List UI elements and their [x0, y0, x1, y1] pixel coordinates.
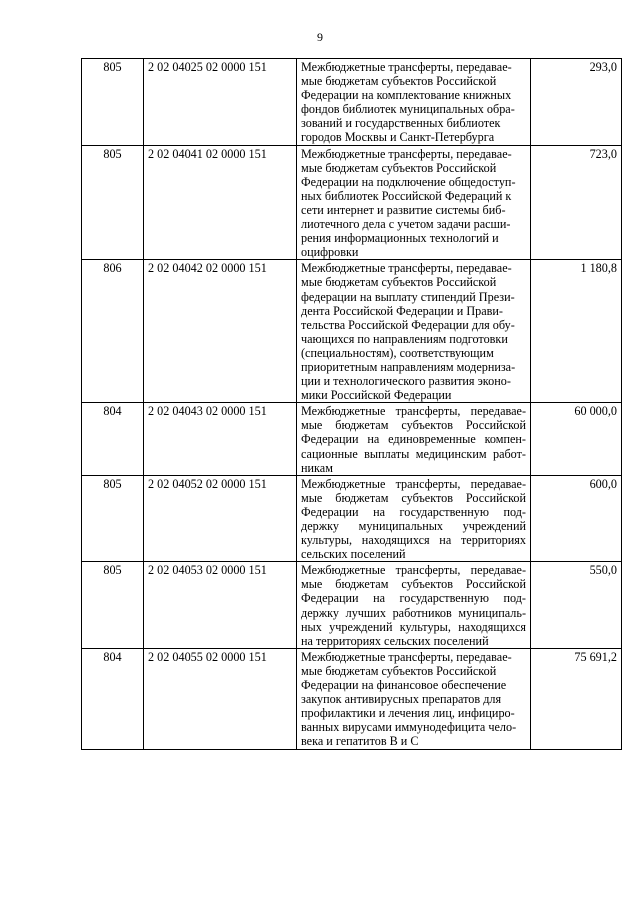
amount-cell: 600,0	[531, 475, 622, 562]
revenue-name-line: мые бюджетам субъектов Российской	[301, 418, 526, 433]
revenue-name-cell	[297, 59, 531, 146]
revenue-name-line: Межбюджетные трансферты, передавае-	[301, 261, 512, 276]
revenue-name-line: держку лучших работников муниципаль-	[301, 605, 526, 620]
admin-code-cell: 805	[82, 59, 144, 146]
revenue-name-line: Федерации на подключение общедоступ-	[301, 174, 516, 189]
revenue-name-cell	[297, 562, 531, 649]
revenue-name-line: ных библиотек Российской Федераций к	[301, 188, 512, 203]
table-row	[82, 260, 622, 403]
budget-classification-code-cell: 2 02 04041 02 0000 151	[144, 145, 297, 260]
revenue-name-line: Федерации на единовременные компен-	[301, 432, 526, 447]
revenue-name-line: мики Российской Федерации	[301, 388, 452, 403]
revenue-name-line: никам	[301, 460, 333, 475]
admin-code-cell: 806	[82, 260, 144, 403]
revenue-name-line: Межбюджетные трансферты, передавае-	[301, 563, 526, 578]
admin-code-cell: 805	[82, 475, 144, 562]
revenue-name-line: оцифровки	[301, 245, 359, 260]
revenue-name-line: мые бюджетам субъектов Российской	[301, 577, 526, 592]
revenue-name-line: на территориях сельских поселений	[301, 633, 489, 648]
amount-cell: 1 180,8	[531, 260, 622, 403]
budget-classification-code-cell: 2 02 04043 02 0000 151	[144, 403, 297, 475]
amount-cell: 550,0	[531, 562, 622, 649]
budget-table	[81, 58, 622, 750]
revenue-name-line: тельства Российской Федерации для обу-	[301, 317, 515, 332]
revenue-name-line: Федерации на государственную под-	[301, 504, 526, 519]
revenue-name-line: мые бюджетам субъектов Российской	[301, 74, 497, 89]
revenue-name-line: мые бюджетам субъектов Российской	[301, 160, 497, 175]
admin-code-cell: 804	[82, 648, 144, 749]
revenue-name-line: мые бюджетам субъектов Российской	[301, 490, 526, 505]
revenue-name-line: ции и технологического развития эконо-	[301, 374, 511, 389]
revenue-name-line: сельских поселений	[301, 547, 406, 562]
revenue-name-cell	[297, 403, 531, 475]
amount-cell: 293,0	[531, 59, 622, 146]
budget-classification-code-cell: 2 02 04052 02 0000 151	[144, 475, 297, 562]
budget-classification-code-cell: 2 02 04055 02 0000 151	[144, 648, 297, 749]
revenue-name-line: Федерации на государственную под-	[301, 591, 526, 606]
admin-code-cell: 805	[82, 145, 144, 260]
revenue-name-cell	[297, 475, 531, 562]
admin-code-cell: 805	[82, 562, 144, 649]
revenue-name-line: держку муниципальных учреждений	[301, 519, 526, 533]
revenue-name-line: дента Российской Федерации и Прави-	[301, 303, 503, 318]
revenue-name-line: Межбюджетные трансферты, передавае-	[301, 476, 526, 491]
revenue-name-line: рения информационных технологий и	[301, 231, 499, 246]
budget-classification-code-cell: 2 02 04053 02 0000 151	[144, 562, 297, 649]
amount-cell: 60 000,0	[531, 403, 622, 475]
revenue-name-line: мые бюджетам субъектов Российской	[301, 663, 497, 678]
revenue-name-line: закупок антивирусных препаратов для	[301, 692, 502, 707]
revenue-name-line: (специальностям), соответствующим	[301, 345, 494, 360]
revenue-name-line: сети интернет и развитие системы биб-	[301, 202, 506, 217]
revenue-name-line: ных учреждений культуры, находящихся	[301, 619, 526, 634]
amount-cell: 723,0	[531, 145, 622, 260]
amount-cell: 75 691,2	[531, 648, 622, 749]
revenue-name-line: федерации на выплату стипендий Прези-	[301, 289, 515, 304]
revenue-name-line: культуры, находящихся на территориях	[301, 533, 526, 548]
revenue-name-line: века и гепатитов В и С	[301, 734, 419, 749]
revenue-name-cell	[297, 145, 531, 260]
revenue-name-line: приоритетным направлениям модерниза-	[301, 359, 516, 374]
table-row	[82, 475, 622, 562]
table-row	[82, 403, 622, 475]
revenue-name-line: ванных вирусами иммунодефицита чело-	[301, 720, 517, 735]
revenue-name-line: Межбюджетные трансферты, передавае-	[301, 404, 526, 419]
revenue-name-line: Федерации на комплектование книжных	[301, 88, 512, 103]
revenue-name-line: Федерации на финансовое обеспечение	[301, 678, 507, 693]
table-row	[82, 59, 622, 146]
revenue-name-line: лиотечного дела с учетом задачи расши-	[301, 217, 511, 232]
revenue-name-line: профилактики и лечения лиц, инфициро-	[301, 706, 515, 721]
table-row	[82, 145, 622, 260]
revenue-name-line: Межбюджетные трансферты, передавае-	[301, 60, 512, 74]
revenue-name-line: Межбюджетные трансферты, передавае-	[301, 146, 512, 161]
revenue-name-cell	[297, 648, 531, 749]
page-number: 9	[317, 30, 323, 44]
revenue-name-line: зований и государственных библиотек	[301, 116, 501, 131]
revenue-name-line: сационные выплаты медицинским работ-	[301, 446, 526, 461]
revenue-name-line: фондов библиотек муниципальных обра-	[301, 102, 515, 117]
table-row	[82, 648, 622, 749]
budget-classification-code-cell: 2 02 04042 02 0000 151	[144, 260, 297, 403]
budget-classification-code-cell: 2 02 04025 02 0000 151	[144, 59, 297, 146]
revenue-name-cell	[297, 260, 531, 403]
revenue-name-line: Межбюджетные трансферты, передавае-	[301, 649, 512, 664]
admin-code-cell: 804	[82, 403, 144, 475]
revenue-name-line: городов Москвы и Санкт-Петербурга	[301, 130, 495, 145]
revenue-name-line: мые бюджетам субъектов Российской	[301, 275, 497, 290]
table-row	[82, 562, 622, 649]
budget-table-body	[82, 59, 622, 750]
revenue-name-line: чающихся по направлениям подготовки	[301, 331, 508, 346]
